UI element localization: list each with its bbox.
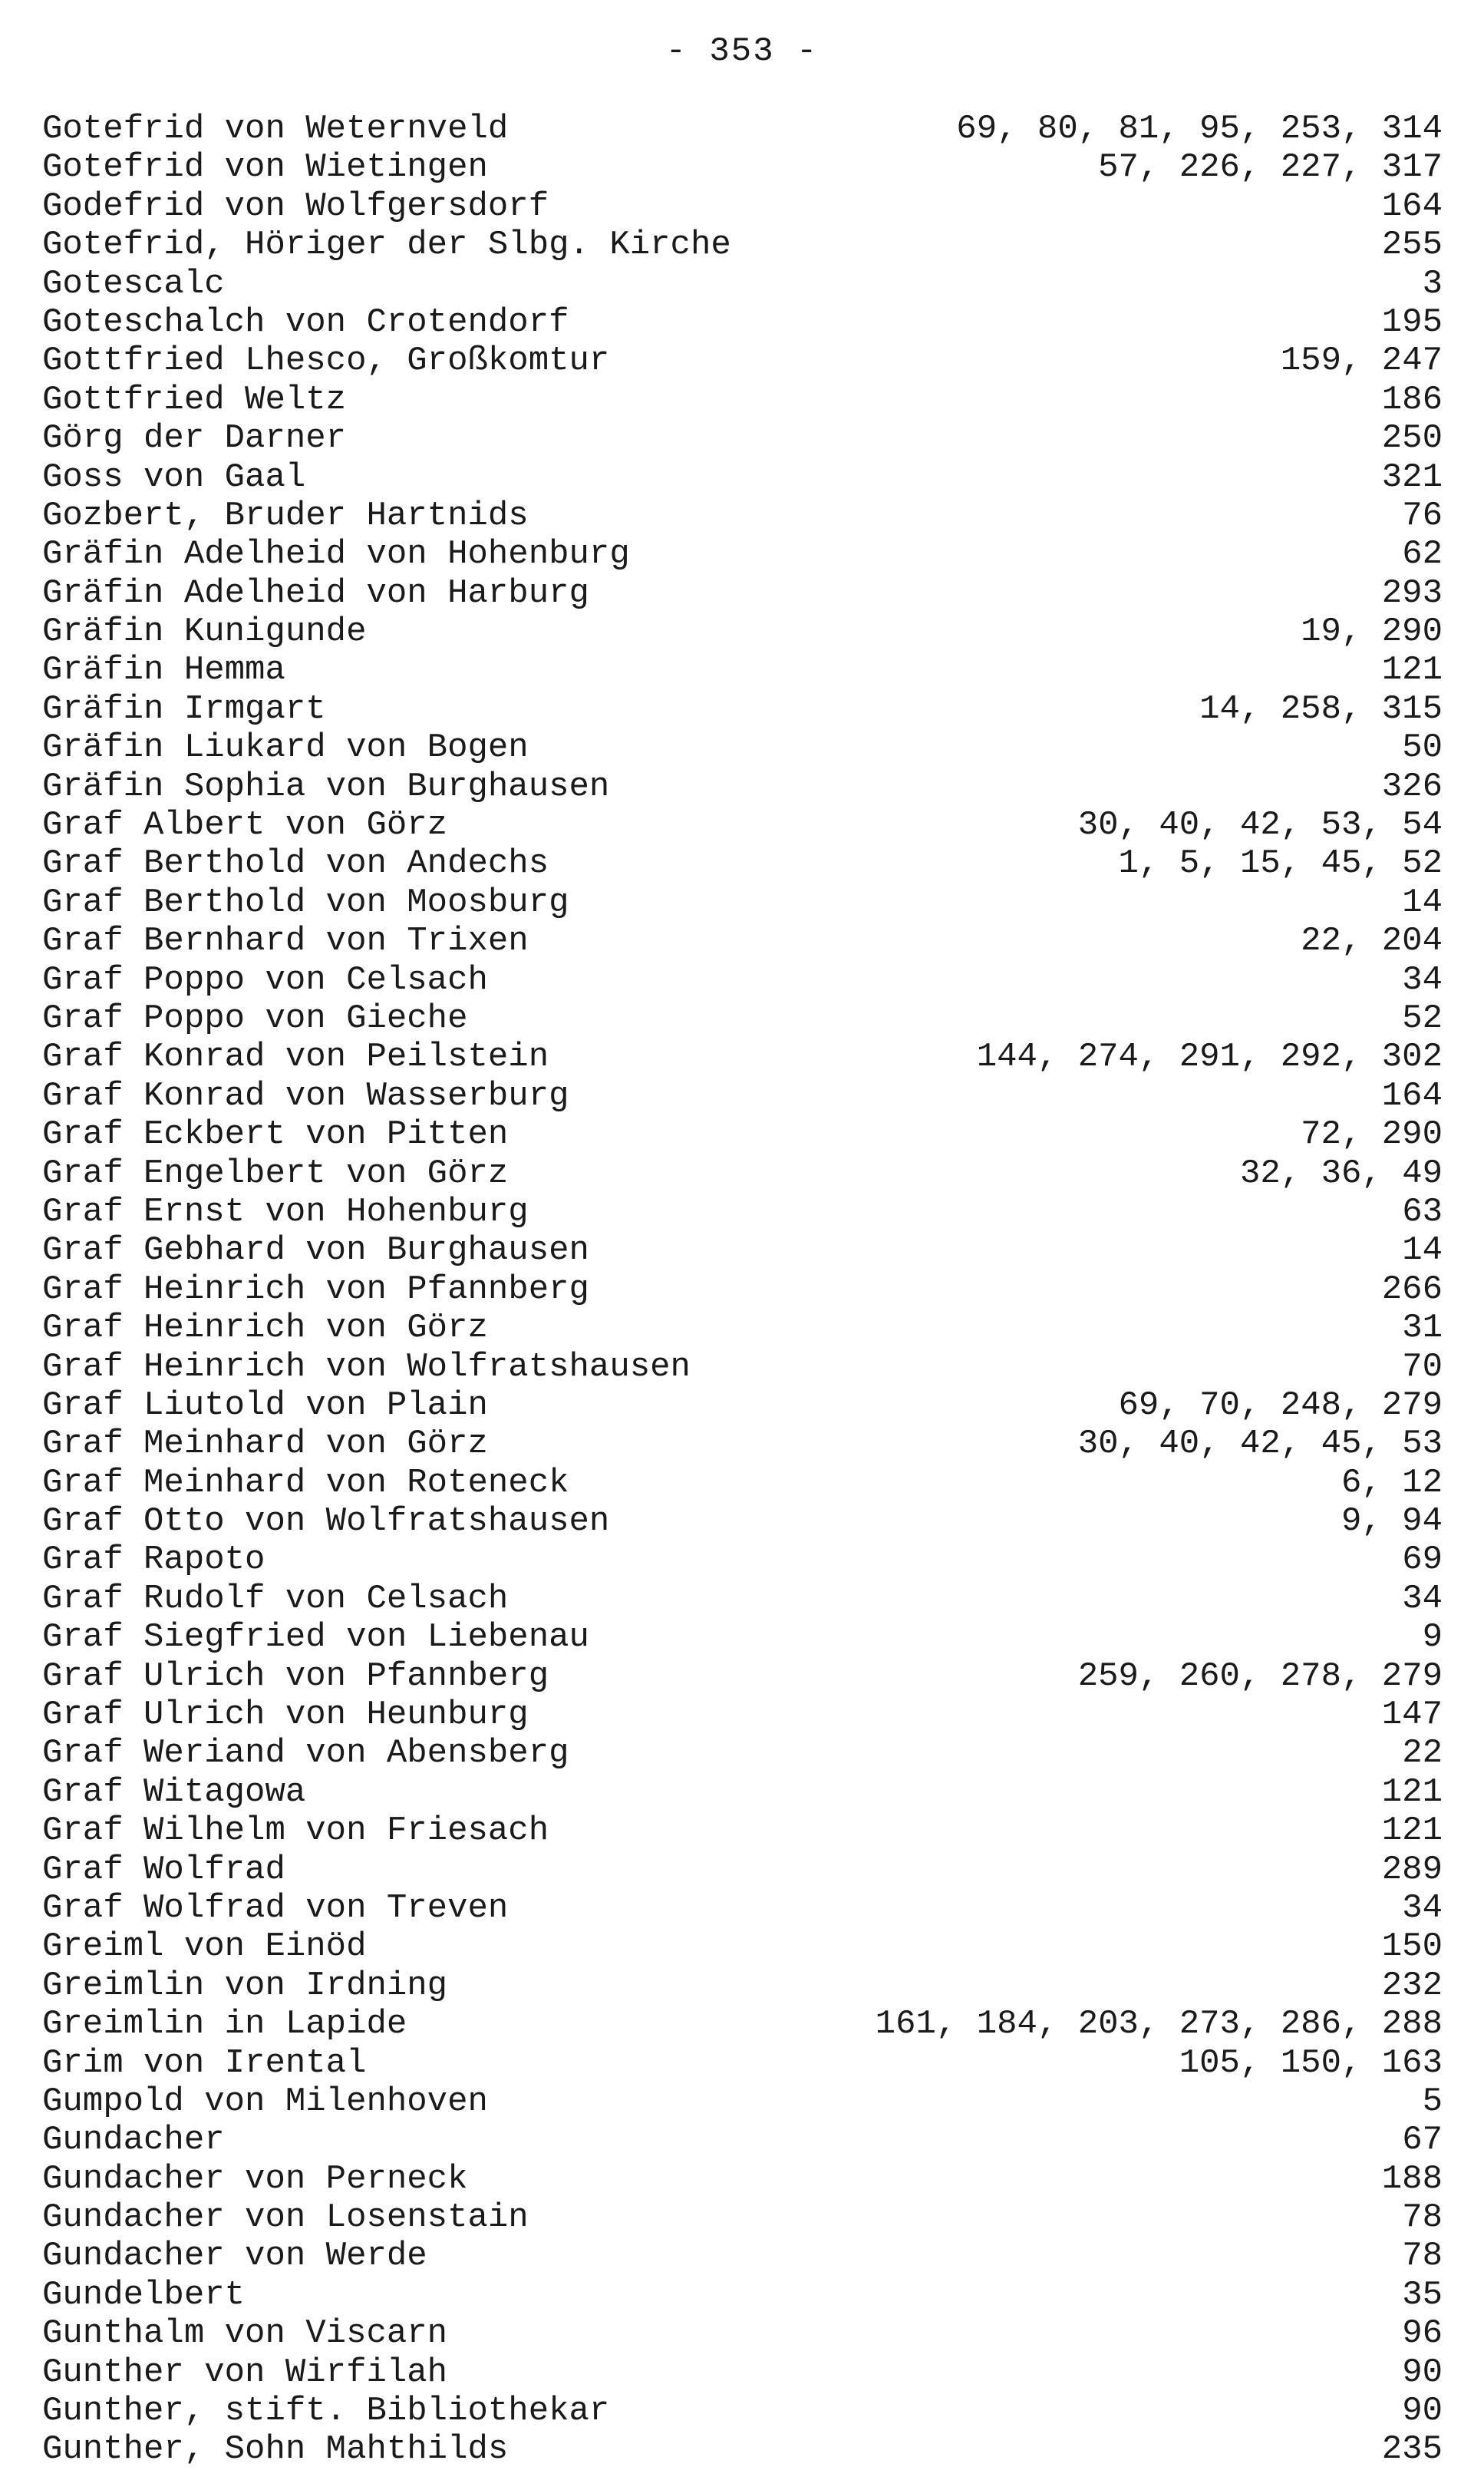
- entry-name: Gundacher von Werde: [42, 2237, 427, 2276]
- entry-page-references: 1, 5, 15, 45, 52: [1118, 844, 1443, 883]
- index-entry: [42, 419, 1443, 457]
- entry-name: Graf Konrad von Peilstein: [42, 1038, 549, 1077]
- entry-page-references: 69, 80, 81, 95, 253, 314: [956, 110, 1443, 148]
- entry-name: Greimlin in Lapide: [42, 2005, 407, 2044]
- index-entry: [42, 2044, 1443, 2082]
- index-entry: [42, 922, 1443, 960]
- entry-page-references: 70: [1402, 1347, 1443, 1386]
- entry-name: Gräfin Hemma: [42, 651, 285, 690]
- entry-page-references: 67: [1402, 2121, 1443, 2160]
- page-number: - 353 -: [665, 32, 819, 71]
- index-entry: [42, 883, 1443, 922]
- entry-page-references: 9: [1422, 1618, 1443, 1657]
- index-entry: [42, 806, 1443, 844]
- entry-page-references: 188: [1381, 2159, 1443, 2198]
- entry-page-references: 52: [1402, 999, 1443, 1038]
- entry-name: Graf Albert von Görz: [42, 806, 448, 845]
- entry-page-references: 164: [1381, 1076, 1443, 1115]
- name-index-list: [42, 110, 1443, 2469]
- index-entry: [42, 1464, 1443, 1502]
- entry-name: Goss von Gaal: [42, 457, 306, 497]
- entry-page-references: 57, 226, 227, 317: [1098, 148, 1443, 187]
- index-entry: [42, 1309, 1443, 1347]
- entry-name: Görg der Darner: [42, 419, 347, 458]
- entry-page-references: 195: [1381, 302, 1443, 342]
- entry-name: Graf Weriand von Abensberg: [42, 1734, 569, 1773]
- index-entry: [42, 1657, 1443, 1696]
- entry-page-references: 14, 258, 315: [1199, 689, 1443, 728]
- entry-page-references: 121: [1381, 1811, 1443, 1851]
- entry-page-references: 22, 204: [1301, 922, 1443, 961]
- entry-name: Gundacher von Perneck: [42, 2159, 468, 2198]
- entry-name: Graf Poppo von Gieche: [42, 999, 468, 1038]
- index-entry: [42, 265, 1443, 303]
- index-entry: [42, 1580, 1443, 1618]
- entry-name: Godefrid von Wolfgersdorf: [42, 187, 549, 226]
- entry-name: Gräfin Kunigunde: [42, 613, 367, 652]
- index-entry: [42, 2314, 1443, 2353]
- entry-name: Graf Konrad von Wasserburg: [42, 1076, 569, 1115]
- index-entry: [42, 613, 1443, 651]
- index-entry: [42, 1851, 1443, 1889]
- entry-name: Graf Poppo von Celsach: [42, 960, 488, 999]
- entry-name: Graf Gebhard von Burghausen: [42, 1231, 589, 1270]
- index-entry: [42, 2005, 1443, 2043]
- entry-page-references: 19, 290: [1301, 613, 1443, 652]
- entry-name: Graf Liutold von Plain: [42, 1385, 488, 1425]
- index-entry: [42, 999, 1443, 1038]
- entry-page-references: 78: [1402, 2198, 1443, 2237]
- entry-name: Graf Bernhard von Trixen: [42, 922, 529, 961]
- index-entry: [42, 1425, 1443, 1463]
- entry-name: Graf Wolfrad von Treven: [42, 1888, 509, 1927]
- entry-name: Greimlin von Irdning: [42, 1966, 448, 2005]
- entry-page-references: 259, 260, 278, 279: [1077, 1656, 1443, 1696]
- index-entry: [42, 535, 1443, 573]
- entry-page-references: 321: [1381, 457, 1443, 497]
- entry-name: Graf Wilhelm von Friesach: [42, 1811, 549, 1851]
- entry-name: Graf Eckbert von Pitten: [42, 1115, 509, 1154]
- entry-name: Graf Meinhard von Roteneck: [42, 1463, 569, 1502]
- index-entry: [42, 2392, 1443, 2430]
- index-entry: [42, 1734, 1443, 1772]
- index-entry: [42, 1115, 1443, 1154]
- index-entry: [42, 381, 1443, 419]
- entry-name: Gundacher von Losenstain: [42, 2198, 529, 2237]
- entry-page-references: 14: [1402, 883, 1443, 922]
- index-entry: [42, 844, 1443, 883]
- entry-page-references: 76: [1402, 496, 1443, 535]
- index-entry: [42, 458, 1443, 497]
- entry-page-references: 14: [1402, 1231, 1443, 1270]
- index-entry: [42, 2276, 1443, 2314]
- index-entry: [42, 1773, 1443, 1811]
- entry-name: Gräfin Adelheid von Harburg: [42, 573, 589, 613]
- entry-page-references: 147: [1381, 1696, 1443, 1735]
- entry-name: Gotefrid von Wietingen: [42, 148, 488, 187]
- entry-page-references: 159, 247: [1280, 342, 1443, 381]
- entry-name: Goteschalch von Crotendorf: [42, 302, 569, 342]
- entry-page-references: 293: [1381, 573, 1443, 613]
- entry-name: Gotefrid von Weternveld: [42, 110, 509, 148]
- entry-page-references: 50: [1402, 728, 1443, 768]
- index-entry: [42, 2430, 1443, 2469]
- entry-page-references: 232: [1381, 1966, 1443, 2005]
- entry-name: Gräfin Liukard von Bogen: [42, 728, 529, 768]
- entry-name: Gotefrid, Höriger der Slbg. Kirche: [42, 226, 731, 265]
- entry-name: Graf Witagowa: [42, 1772, 306, 1811]
- entry-name: Graf Ulrich von Pfannberg: [42, 1656, 549, 1696]
- entry-name: Gotescalc: [42, 264, 225, 303]
- entry-name: Graf Ulrich von Heunburg: [42, 1696, 529, 1735]
- index-entry: [42, 1231, 1443, 1270]
- index-entry: [42, 342, 1443, 380]
- index-entry: [42, 2198, 1443, 2237]
- entry-page-references: 164: [1381, 187, 1443, 226]
- entry-name: Graf Berthold von Andechs: [42, 844, 549, 883]
- entry-page-references: 34: [1402, 1579, 1443, 1618]
- entry-page-references: 22: [1402, 1734, 1443, 1773]
- entry-name: Gräfin Irmgart: [42, 689, 326, 728]
- index-entry: [42, 1889, 1443, 1927]
- entry-page-references: 326: [1381, 767, 1443, 806]
- entry-page-references: 6, 12: [1341, 1463, 1443, 1502]
- entry-name: Grim von Irental: [42, 2043, 367, 2082]
- entry-name: Graf Otto von Wolfratshausen: [42, 1502, 610, 1541]
- entry-page-references: 90: [1402, 2392, 1443, 2431]
- index-entry: [42, 1696, 1443, 1734]
- entry-page-references: 72, 290: [1301, 1115, 1443, 1154]
- entry-page-references: 9, 94: [1341, 1502, 1443, 1541]
- index-entry: [42, 1541, 1443, 1579]
- entry-name: Gottfried Weltz: [42, 380, 347, 419]
- index-entry: [42, 1811, 1443, 1850]
- index-entry: [42, 2353, 1443, 2392]
- index-entry: [42, 187, 1443, 226]
- entry-name: Gundelbert: [42, 2275, 246, 2314]
- entry-page-references: 121: [1381, 651, 1443, 690]
- entry-page-references: 62: [1402, 535, 1443, 574]
- entry-page-references: 3: [1422, 264, 1443, 303]
- entry-page-references: 30, 40, 42, 45, 53: [1077, 1425, 1443, 1464]
- entry-name: Graf Heinrich von Görz: [42, 1309, 488, 1348]
- index-entry: [42, 1348, 1443, 1386]
- entry-name: Gumpold von Milenhoven: [42, 2082, 488, 2121]
- entry-name: Gottfried Lhesco, Großkomtur: [42, 342, 610, 381]
- entry-page-references: 31: [1402, 1309, 1443, 1348]
- entry-page-references: 150: [1381, 1927, 1443, 1967]
- entry-name: Gräfin Sophia von Burghausen: [42, 767, 610, 806]
- entry-name: Graf Meinhard von Görz: [42, 1425, 488, 1464]
- index-entry: [42, 226, 1443, 264]
- entry-page-references: 34: [1402, 960, 1443, 999]
- entry-name: Graf Rudolf von Celsach: [42, 1579, 509, 1618]
- entry-page-references: 69, 70, 248, 279: [1118, 1385, 1443, 1425]
- entry-page-references: 63: [1402, 1192, 1443, 1231]
- entry-name: Gunthalm von Viscarn: [42, 2314, 448, 2353]
- entry-name: Gozbert, Bruder Hartnids: [42, 496, 529, 535]
- entry-page-references: 289: [1381, 1850, 1443, 1889]
- entry-page-references: 78: [1402, 2237, 1443, 2276]
- index-entry: [42, 1502, 1443, 1541]
- entry-page-references: 5: [1422, 2082, 1443, 2121]
- index-entry: [42, 1618, 1443, 1656]
- index-entry: [42, 303, 1443, 342]
- entry-name: Graf Heinrich von Wolfratshausen: [42, 1347, 691, 1386]
- entry-page-references: 121: [1381, 1772, 1443, 1811]
- entry-page-references: 96: [1402, 2314, 1443, 2353]
- entry-page-references: 30, 40, 42, 53, 54: [1077, 806, 1443, 845]
- index-entry: [42, 2237, 1443, 2275]
- index-entry: [42, 1038, 1443, 1076]
- index-entry: [42, 651, 1443, 689]
- entry-page-references: 34: [1402, 1888, 1443, 1927]
- index-entry: [42, 574, 1443, 613]
- index-entry: [42, 1967, 1443, 2005]
- entry-page-references: 144, 274, 291, 292, 302: [976, 1038, 1443, 1077]
- index-entry: [42, 1386, 1443, 1425]
- index-entry: [42, 1154, 1443, 1193]
- entry-name: Graf Siegfried von Liebenau: [42, 1618, 589, 1657]
- entry-page-references: 255: [1381, 226, 1443, 265]
- entry-page-references: 32, 36, 49: [1239, 1154, 1443, 1193]
- index-entry: [42, 497, 1443, 535]
- entry-page-references: 69: [1402, 1541, 1443, 1580]
- entry-page-references: 105, 150, 163: [1179, 2043, 1443, 2082]
- index-entry: [42, 728, 1443, 767]
- entry-name: Gunther, Sohn Mahthilds: [42, 2430, 509, 2469]
- entry-name: Gundacher: [42, 2121, 225, 2160]
- index-entry: [42, 961, 1443, 999]
- entry-name: Graf Rapoto: [42, 1541, 265, 1580]
- index-entry: [42, 110, 1443, 148]
- entry-name: Gunther von Wirfilah: [42, 2353, 448, 2392]
- index-entry: [42, 2160, 1443, 2198]
- index-entry: [42, 1193, 1443, 1231]
- entry-name: Gunther, stift. Bibliothekar: [42, 2392, 610, 2431]
- entry-name: Graf Ernst von Hohenburg: [42, 1192, 529, 1231]
- entry-page-references: 35: [1402, 2275, 1443, 2314]
- index-entry: [42, 1077, 1443, 1115]
- entry-name: Greiml von Einöd: [42, 1927, 367, 1967]
- index-entry: [42, 2082, 1443, 2121]
- entry-page-references: 186: [1381, 380, 1443, 419]
- index-entry: [42, 690, 1443, 728]
- entry-page-references: 90: [1402, 2353, 1443, 2392]
- entry-name: Graf Heinrich von Pfannberg: [42, 1270, 589, 1309]
- index-entry: [42, 768, 1443, 806]
- entry-page-references: 235: [1381, 2430, 1443, 2469]
- entry-page-references: 250: [1381, 419, 1443, 458]
- entry-page-references: 266: [1381, 1270, 1443, 1309]
- index-entry: [42, 1927, 1443, 1966]
- entry-name: Graf Berthold von Moosburg: [42, 883, 569, 922]
- index-entry: [42, 148, 1443, 187]
- index-entry: [42, 1270, 1443, 1309]
- index-entry: [42, 2121, 1443, 2159]
- entry-page-references: 161, 184, 203, 273, 286, 288: [875, 2005, 1443, 2044]
- entry-name: Graf Wolfrad: [42, 1850, 285, 1889]
- entry-name: Graf Engelbert von Görz: [42, 1154, 509, 1193]
- entry-name: Gräfin Adelheid von Hohenburg: [42, 535, 630, 574]
